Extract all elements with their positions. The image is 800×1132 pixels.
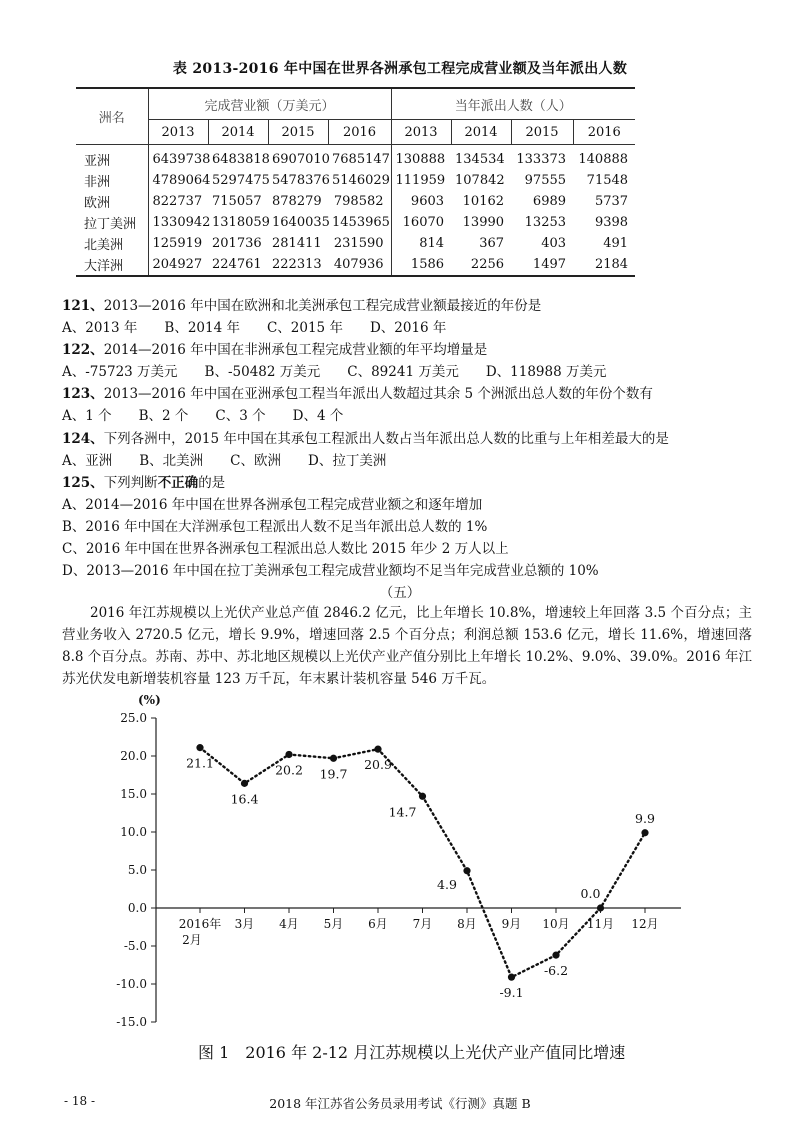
- year-header: 2015: [511, 120, 573, 145]
- table-row: [76, 233, 635, 254]
- question-text: 2014—2016 年中国在非洲承包工程完成营业额的年平均增量是: [103, 342, 488, 358]
- question-text: 下列各洲中，2015 年中国在其承包工程派出人数占当年派出总人数的比重与上年相差最大的是: [103, 431, 669, 447]
- revenue-cell: 222313: [268, 254, 328, 276]
- revenue-cell: 7685147: [328, 145, 391, 171]
- data-point: [597, 904, 604, 911]
- data-point: [196, 744, 203, 751]
- workers-cell: 9603: [410, 194, 445, 209]
- table-row: [76, 145, 635, 171]
- x-tick-label-line: 2月: [182, 933, 202, 947]
- year-header: 2013: [391, 120, 451, 145]
- question-text-end: 的是: [198, 475, 226, 491]
- line-chart: [60, 690, 700, 1080]
- x-tick-label: 12月: [631, 917, 659, 931]
- table-row: [76, 254, 635, 276]
- data-label: 0.0: [580, 886, 601, 901]
- x-tick-label: 11月: [586, 917, 615, 931]
- workers-cell: 6989: [532, 194, 567, 209]
- table-title: 表 2013-2016 年中国在世界各洲承包工程完成营业额及当年派出人数: [172, 61, 628, 77]
- question-125: [62, 473, 225, 493]
- workers-cell: 403: [541, 236, 567, 251]
- workers-cell: 1497: [511, 254, 573, 276]
- year-header: 2014: [451, 120, 511, 145]
- revenue-cell: 201736: [212, 236, 262, 251]
- question-123-options: A、1 个 B、2 个 C、3 个 D、4 个: [62, 408, 344, 424]
- workers-cell: 491: [603, 236, 629, 251]
- revenue-cell: 798582: [328, 191, 391, 212]
- question-number: 122、: [62, 342, 104, 358]
- data-point: [463, 867, 470, 874]
- x-tick-label: 6月: [368, 917, 388, 931]
- y-tick-label: 5.0: [127, 863, 147, 877]
- data-label: 21.1: [186, 755, 214, 771]
- year-header: 2015: [268, 120, 328, 145]
- revenue-cell: 1330942: [152, 215, 211, 230]
- question-number: 121、: [62, 298, 104, 314]
- question-125-option-c: C、2016 年中国在世界各洲承包工程派出总人数比 2015 年少 2 万人以上: [62, 541, 509, 557]
- table-row: [76, 212, 635, 233]
- data-point: [419, 793, 426, 800]
- workers-cell: 814: [419, 236, 445, 251]
- region-name: 欧洲: [76, 191, 148, 212]
- region-header: 洲名: [76, 88, 148, 145]
- x-tick-label-line: 2016年: [178, 917, 222, 931]
- data-label: 9.9: [635, 810, 655, 826]
- revenue-cell: 1318059: [212, 215, 270, 230]
- data-label: 20.9: [364, 757, 392, 773]
- data-point: [330, 755, 337, 762]
- data-label: 19.7: [319, 766, 348, 782]
- y-tick-label: 15.0: [120, 787, 147, 801]
- question-text: 下列判断: [103, 475, 158, 491]
- table-row: [76, 191, 635, 212]
- section-label: （五）: [379, 585, 421, 601]
- question-125-option-a: A、2014—2016 年中国在世界各洲承包工程完成营业额之和逐年增加: [62, 497, 483, 513]
- question-123: [62, 384, 653, 404]
- region-name: 拉丁美洲: [76, 212, 148, 233]
- emphasis-text: 不正确: [157, 475, 199, 491]
- workers-cell: 13253: [524, 215, 567, 230]
- workers-cell: 2184: [573, 254, 635, 276]
- data-label: 16.4: [230, 791, 259, 807]
- y-tick-label: -5.0: [123, 939, 147, 953]
- x-tick-label: 7月: [412, 917, 433, 931]
- data-label: -6.2: [543, 963, 569, 979]
- question-number: 123、: [62, 386, 104, 402]
- data-label: -9.1: [499, 985, 524, 1001]
- revenue-cell: 5297475: [212, 173, 270, 188]
- revenue-cell: 5478376: [272, 173, 330, 188]
- question-124-options: A、亚洲 B、北美洲 C、欧洲 D、拉丁美洲: [62, 453, 387, 469]
- x-tick-label: 5月: [323, 917, 344, 931]
- year-header: 2016: [573, 120, 635, 145]
- question-text: 2013—2016 年中国在亚洲承包工程当年派出人数超过其余 5 个洲派出总人数的年份个数有: [103, 386, 653, 402]
- workers-cell: 10162: [462, 194, 505, 209]
- x-tick-label: 8月: [457, 917, 477, 931]
- workers-cell: 9398: [594, 215, 629, 230]
- x-tick-label: [179, 916, 222, 947]
- workers-cell: 140888: [578, 152, 629, 167]
- question-125-option-d: D、2013—2016 年中国在拉丁美洲承包工程完成营业额均不足当年完成营业总额的 10%: [62, 563, 599, 579]
- year-header: 2013: [148, 120, 208, 145]
- revenue-cell: 6483818: [212, 152, 270, 167]
- data-point: [552, 952, 559, 959]
- revenue-cell: 1453965: [328, 212, 391, 233]
- y-tick-label: 10.0: [120, 825, 147, 839]
- data-label: 4.9: [437, 876, 457, 892]
- y-tick-label: 25.0: [120, 711, 147, 725]
- workers-cell: 130888: [395, 152, 446, 167]
- revenue-cell: 231590: [328, 233, 391, 254]
- workers-cell: 134534: [455, 152, 505, 167]
- chart-series: [186, 744, 655, 1000]
- year-header: 2016: [328, 120, 391, 145]
- revenue-cell: 281411: [272, 236, 322, 251]
- workers-cell: 71548: [586, 173, 629, 188]
- data-label: 20.2: [275, 762, 303, 778]
- chart-title: 图 1 2016 年 2-12 月江苏规模以上光伏产业产值同比增速: [198, 1043, 626, 1062]
- x-tick-label: 3月: [234, 917, 255, 931]
- data-point: [641, 829, 648, 836]
- region-name: 北美洲: [76, 233, 148, 254]
- x-tick-label: 10月: [542, 917, 570, 931]
- year-header: 2014: [208, 120, 268, 145]
- data-point: [241, 780, 248, 787]
- workers-cell: 107842: [455, 173, 505, 188]
- workers-group-header: 当年派出人数（人）: [391, 88, 635, 120]
- y-tick-label: 20.0: [120, 749, 147, 763]
- revenue-cell: 6439738: [152, 152, 211, 167]
- data-table: [76, 87, 635, 277]
- workers-cell: 16070: [402, 215, 445, 230]
- revenue-cell: 125919: [152, 236, 203, 251]
- revenue-cell: 6907010: [272, 152, 330, 167]
- revenue-cell: 224761: [208, 254, 268, 276]
- revenue-group-header: 完成营业额（万美元）: [148, 88, 391, 120]
- revenue-cell: 715057: [212, 194, 262, 209]
- workers-cell: 111959: [395, 173, 446, 188]
- question-text: 2013—2016 年中国在欧洲和北美洲承包工程完成营业额最接近的年份是: [103, 298, 542, 314]
- y-axis-unit-label: (%): [138, 693, 161, 707]
- y-tick-label: -15.0: [116, 1015, 147, 1029]
- region-name: 非洲: [76, 170, 148, 191]
- revenue-cell: 5146029: [328, 170, 391, 191]
- workers-cell: 133373: [516, 152, 567, 167]
- workers-cell: 97555: [524, 173, 567, 188]
- revenue-cell: 204927: [148, 254, 208, 276]
- data-label: 14.7: [388, 804, 417, 820]
- revenue-cell: 878279: [272, 194, 322, 209]
- x-tick-label: 9月: [501, 917, 522, 931]
- revenue-cell: 822737: [152, 194, 203, 209]
- footer-title: 2018 年江苏省公务员录用考试《行测》真题 B: [269, 1096, 531, 1111]
- region-name: 亚洲: [76, 145, 148, 171]
- revenue-cell: 407936: [328, 254, 391, 276]
- region-name: 大洋洲: [76, 254, 148, 276]
- workers-cell: 1586: [391, 254, 451, 276]
- workers-cell: 367: [479, 236, 505, 251]
- question-125-option-b: B、2016 年中国在大洋洲承包工程派出人数不足当年派出总人数的 1%: [62, 519, 488, 535]
- y-tick-label: -10.0: [116, 977, 147, 991]
- question-number: 125、: [62, 475, 104, 491]
- revenue-cell: 4789064: [152, 173, 211, 188]
- data-point: [508, 974, 515, 981]
- question-121-options: A、2013 年 B、2014 年 C、2015 年 D、2016 年: [62, 320, 447, 336]
- question-122: [62, 340, 487, 360]
- revenue-cell: 1640035: [272, 215, 330, 230]
- question-121: [62, 296, 541, 316]
- x-tick-label: 4月: [279, 917, 299, 931]
- data-point: [374, 746, 381, 753]
- series-line: [200, 748, 645, 978]
- passage-paragraph: 2016 年江苏规模以上光伏产业总产值 2846.2 亿元，比上年增长 10.8%，增速较上年回落 3.5 个百分点；主营业务收入 2720.5 亿元，增长 9.9%，增速回落 2.5 个百分点；利润总额 153.6 亿元，增长 11.6%，增速回落 8.8 个百分点。苏南、苏中、苏北地区规模以上光伏产业产值分别比上年增长 10.2%、9.0%、39.0%。2016 年江苏光伏发电新增装机容量 123 万千瓦，年末累计装机容量 546 万千瓦。: [62, 605, 752, 687]
- workers-cell: 13990: [462, 215, 505, 230]
- workers-cell: 2256: [451, 254, 511, 276]
- question-number: 124、: [62, 431, 104, 447]
- table-row: [76, 170, 635, 191]
- page-number: - 18 -: [64, 1094, 96, 1108]
- data-point: [285, 751, 292, 758]
- y-tick-label: 0.0: [127, 901, 147, 915]
- question-124: [62, 429, 669, 449]
- question-122-options: A、-75723 万美元 B、-50482 万美元 C、89241 万美元 D、118988 万美元: [62, 364, 607, 380]
- workers-cell: 5737: [594, 194, 629, 209]
